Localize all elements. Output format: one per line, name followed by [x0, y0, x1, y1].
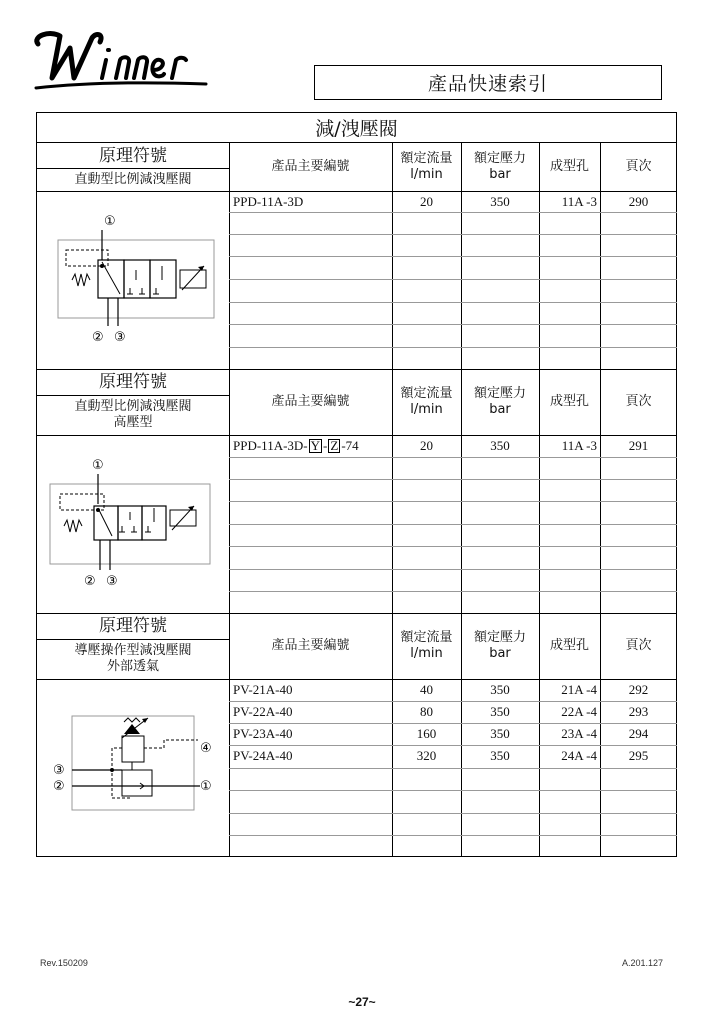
- section-name: 直動型比例減洩壓閥: [74, 171, 192, 187]
- table-row-model: PV-21A-40: [233, 682, 293, 697]
- port-4-label: ④: [200, 741, 212, 756]
- header-pressure: 額定壓力 bar: [473, 386, 526, 417]
- port-2-label: ②: [84, 574, 96, 589]
- sheet-title: 減/洩壓閥: [37, 113, 676, 143]
- row-line: [229, 279, 677, 280]
- table-row-model: PV-24A-40: [233, 748, 293, 763]
- table-row-model: PV-22A-40: [233, 704, 293, 719]
- valve-symbol-2: [46, 452, 218, 592]
- valve-symbol-1: [50, 208, 220, 348]
- principle-label: 原理符號: [99, 372, 167, 392]
- row-line: [229, 457, 677, 458]
- table-row-model: PPD-11A-3D: [233, 194, 304, 209]
- table-row-flow: 20: [420, 438, 433, 453]
- row-line: [229, 302, 677, 303]
- port-1-label: ①: [92, 458, 104, 473]
- header-page: 頁次: [625, 159, 652, 174]
- valve-symbol-3: [50, 708, 222, 818]
- row-line: [229, 790, 677, 791]
- row-line: [229, 347, 677, 348]
- table-row-page: 292: [628, 682, 649, 697]
- header-port: 成型孔: [549, 394, 589, 409]
- row-line: [229, 813, 677, 814]
- row-line: [229, 234, 677, 235]
- header-page: 頁次: [625, 394, 652, 409]
- header-page: 頁次: [625, 638, 652, 653]
- port-3-label: ③: [106, 574, 118, 589]
- header-port: 成型孔: [549, 159, 589, 174]
- header-model: 產品主要編號: [271, 638, 350, 653]
- row-line: [229, 256, 677, 257]
- table-row-port: 21A -4: [561, 682, 597, 697]
- header-flow: 額定流量 l/min: [400, 630, 453, 661]
- port-2-label: ②: [92, 330, 104, 345]
- index-title-box: [314, 65, 662, 100]
- section-name: 直動型比例減洩壓閥 高壓型: [74, 399, 192, 430]
- col-divider-1: [229, 143, 230, 857]
- table-row-page: 293: [628, 704, 649, 719]
- row-line: [229, 591, 677, 592]
- header-model: 產品主要編號: [271, 159, 350, 174]
- row-line: [229, 835, 677, 836]
- table-row-pressure: 350: [490, 704, 510, 719]
- table-row-model: PPD-11A-3D- Y - Z -74: [233, 438, 359, 453]
- port-2-label: ②: [53, 779, 65, 794]
- header-port: 成型孔: [549, 638, 589, 653]
- table-row-pressure: 350: [490, 682, 510, 697]
- port-1-label: ①: [104, 214, 116, 229]
- table-row-flow: 40: [420, 682, 433, 697]
- table-row-port: 24A -4: [561, 748, 597, 763]
- table-row-flow: 160: [416, 726, 437, 741]
- row-line: [229, 479, 677, 480]
- row-line: [229, 546, 677, 547]
- principle-label: 原理符號: [99, 145, 167, 166]
- table-row-flow: 320: [416, 748, 437, 763]
- revision-label: Rev.150209: [40, 958, 88, 968]
- table-row-flow: 20: [420, 194, 433, 209]
- table-row-model: PV-23A-40: [233, 726, 293, 741]
- table-row-port: 22A -4: [561, 704, 597, 719]
- row-line: [229, 768, 677, 769]
- table-row-port: 23A -4: [561, 726, 597, 741]
- header-flow: 額定流量 l/min: [400, 386, 453, 417]
- table-row-flow: 80: [420, 704, 433, 719]
- table-row-page: 295: [628, 748, 649, 763]
- table-row-port: 11A -3: [561, 438, 597, 453]
- port-3-label: ③: [114, 330, 126, 345]
- header-pressure: 額定壓力 bar: [473, 630, 526, 661]
- header-flow: 額定流量 l/min: [400, 151, 453, 182]
- row-line: [229, 324, 677, 325]
- document-code: A.201.127: [622, 958, 664, 968]
- port-1-label: ①: [200, 779, 212, 794]
- table-row-pressure: 350: [490, 438, 510, 453]
- table-row-page: 291: [628, 438, 649, 453]
- row-line: [229, 501, 677, 502]
- table-row-pressure: 350: [490, 748, 510, 763]
- section-name: 導壓操作型減洩壓閥 外部透氣: [74, 643, 192, 674]
- table-row-pressure: 350: [490, 194, 510, 209]
- index-title: 產品快速索引: [427, 73, 548, 95]
- table-row-pressure: 350: [490, 726, 510, 741]
- row-line: [229, 524, 677, 525]
- header-pressure: 額定壓力 bar: [473, 151, 526, 182]
- table-row-port: 11A -3: [561, 194, 597, 209]
- port-3-label: ③: [53, 763, 65, 778]
- header-model: 產品主要編號: [271, 394, 350, 409]
- row-line: [229, 569, 677, 570]
- principle-label: 原理符號: [99, 616, 167, 636]
- table-row-page: 294: [628, 726, 649, 741]
- winner-logo: [30, 26, 210, 98]
- table-row-page: 290: [628, 194, 649, 209]
- page-number: ~27~: [348, 995, 376, 1009]
